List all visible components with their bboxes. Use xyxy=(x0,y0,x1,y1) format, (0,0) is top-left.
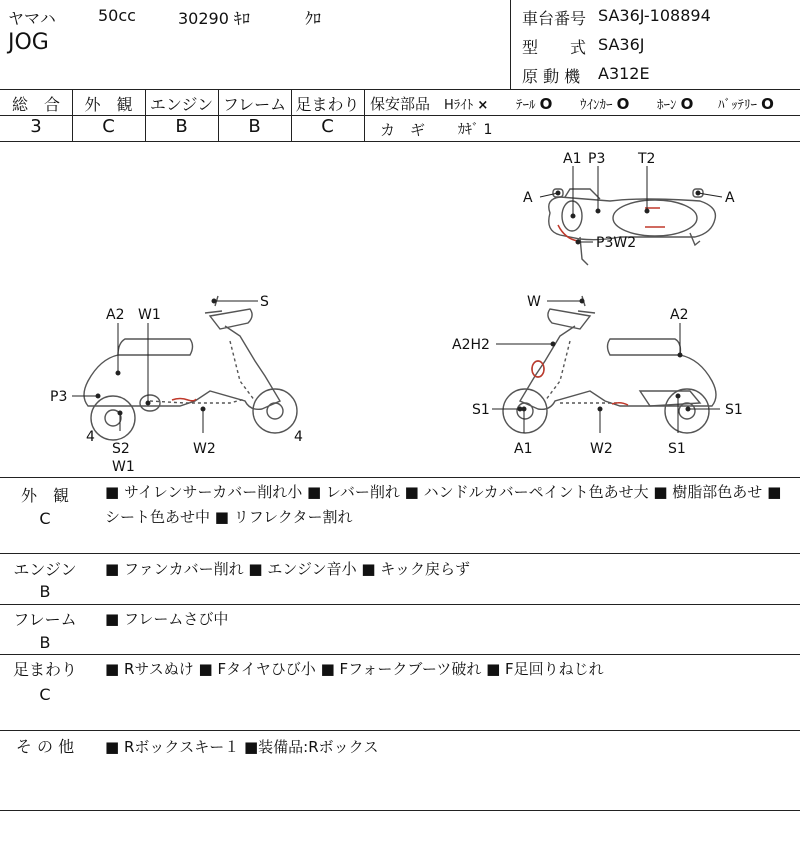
safety-item-name: ﾎｰﾝ xyxy=(657,98,677,113)
key-label: カ ギ xyxy=(380,121,426,139)
top-view-scooter xyxy=(549,189,716,265)
grade-header-suspension: 足まわり xyxy=(295,95,360,114)
scooter-diagram xyxy=(0,141,800,477)
safety-item-mark: × xyxy=(477,98,489,113)
safety-item-name: Hﾗｲﾄ xyxy=(444,98,474,113)
frame-no-label: 車台番号 xyxy=(522,9,587,28)
section-grade: B xyxy=(39,633,51,652)
label-left-w1: W1 xyxy=(138,307,161,323)
section-grade: B xyxy=(39,582,51,601)
safety-item-mark: O xyxy=(616,95,630,113)
safety-item-tail xyxy=(516,94,552,113)
section-text: ■ ファンカバー削れ ■ エンジン音小 ■ キック戻らず xyxy=(105,560,471,578)
section-label: そ の 他 xyxy=(15,737,75,756)
section-text: ■ フレームさび中 xyxy=(105,610,229,628)
label-left-4a: 4 xyxy=(86,429,95,445)
label-right-a2: A2 xyxy=(670,307,689,323)
label-top-a-left: A xyxy=(523,190,533,206)
grade-header-frame: フレーム xyxy=(222,95,287,114)
damage-marks xyxy=(172,208,665,405)
safety-item-name: ﾃｰﾙ xyxy=(516,98,536,113)
label-left-4b: 4 xyxy=(294,429,303,445)
label-left-w1b: W1 xyxy=(112,459,135,475)
label-top-t2: T2 xyxy=(638,151,656,167)
safety-item-headlight xyxy=(444,94,488,113)
grade-value-suspension: C xyxy=(321,116,334,137)
type-value: SA36J xyxy=(598,35,645,54)
maker: ヤマハ xyxy=(8,9,56,28)
label-right-a2h2: A2H2 xyxy=(452,337,490,353)
label-left-s2: S2 xyxy=(112,441,130,457)
section-grade: C xyxy=(39,685,51,704)
label-left-w2: W2 xyxy=(193,441,216,457)
section-label: 足まわり xyxy=(12,660,77,679)
label-left-p3: P3 xyxy=(50,389,68,405)
label-right-s1-left: S1 xyxy=(472,402,490,418)
section-text: ■ Rボックスキー１ ■装備品:Rボックス xyxy=(105,738,379,756)
safety-item-winker xyxy=(580,94,629,113)
label-left-s: S xyxy=(260,294,269,310)
section-divider xyxy=(0,654,800,655)
color: ｸﾛ xyxy=(305,9,322,28)
label-right-s1-bottom: S1 xyxy=(668,441,686,457)
section-divider xyxy=(0,604,800,605)
grade-header-exterior: 外 観 xyxy=(84,95,133,114)
safety-item-horn xyxy=(657,94,693,113)
engine-label: 原 動 機 xyxy=(522,67,581,86)
grade-value-exterior: C xyxy=(102,116,115,137)
header-divider xyxy=(510,0,511,90)
safety-item-battery xyxy=(718,94,774,113)
grade-header-overall: 総 合 xyxy=(11,95,60,114)
label-right-s1-right: S1 xyxy=(725,402,743,418)
safety-item-mark: O xyxy=(680,95,694,113)
section-text: ■ サイレンサーカバー削れ小 ■ レバー削れ ■ ハンドルカバーペイント色あせ大 ■ 樹脂部色あせ ■ シート色あせ中 ■ リフレクター割れ xyxy=(105,483,782,526)
label-top-a1: A1 xyxy=(563,151,582,167)
grade-sep xyxy=(364,90,365,141)
safety-item-name: ﾊﾞｯﾃﾘｰ xyxy=(718,98,757,113)
type-label: 型 式 xyxy=(522,38,587,57)
section-label: エンジン xyxy=(13,560,77,579)
label-top-p3: P3 xyxy=(588,151,606,167)
section-divider xyxy=(0,810,800,811)
label-top-p3w2: P3W2 xyxy=(596,235,637,251)
safety-item-mark: O xyxy=(761,95,774,113)
label-right-w2: W2 xyxy=(590,441,613,457)
section-label: フレーム xyxy=(13,610,77,629)
section-text: ■ Rサスぬけ ■ Fタイヤひび小 ■ Fフォークブーツ破れ ■ F足回りねじれ xyxy=(105,660,604,678)
section-label: 外 観 xyxy=(20,486,69,505)
label-left-a2: A2 xyxy=(106,307,125,323)
safety-label: 保安部品 xyxy=(370,95,431,113)
safety-item-mark: O xyxy=(539,95,553,113)
grade-header-engine: エンジン xyxy=(149,95,214,114)
model-name: JOG xyxy=(8,30,49,55)
displacement: 50cc xyxy=(98,6,136,25)
grade-value-frame: B xyxy=(248,116,261,137)
label-top-a-right: A xyxy=(725,190,735,206)
grade-value-overall: 3 xyxy=(30,116,42,137)
safety-item-name: ｳｲﾝｶｰ xyxy=(580,98,613,113)
section-grade: C xyxy=(39,509,51,528)
section-divider xyxy=(0,553,800,554)
engine-value: A312E xyxy=(598,64,650,83)
label-right-w: W xyxy=(527,294,541,310)
grade-value-engine: B xyxy=(175,116,188,137)
key-value: ｶｷﾞ 1 xyxy=(458,122,493,138)
mileage: 30290 ｷﾛ xyxy=(178,9,250,28)
label-right-a1: A1 xyxy=(514,441,533,457)
section-divider xyxy=(0,730,800,731)
frame-no: SA36J-108894 xyxy=(598,6,711,25)
diagram-bottom-line xyxy=(0,477,800,478)
